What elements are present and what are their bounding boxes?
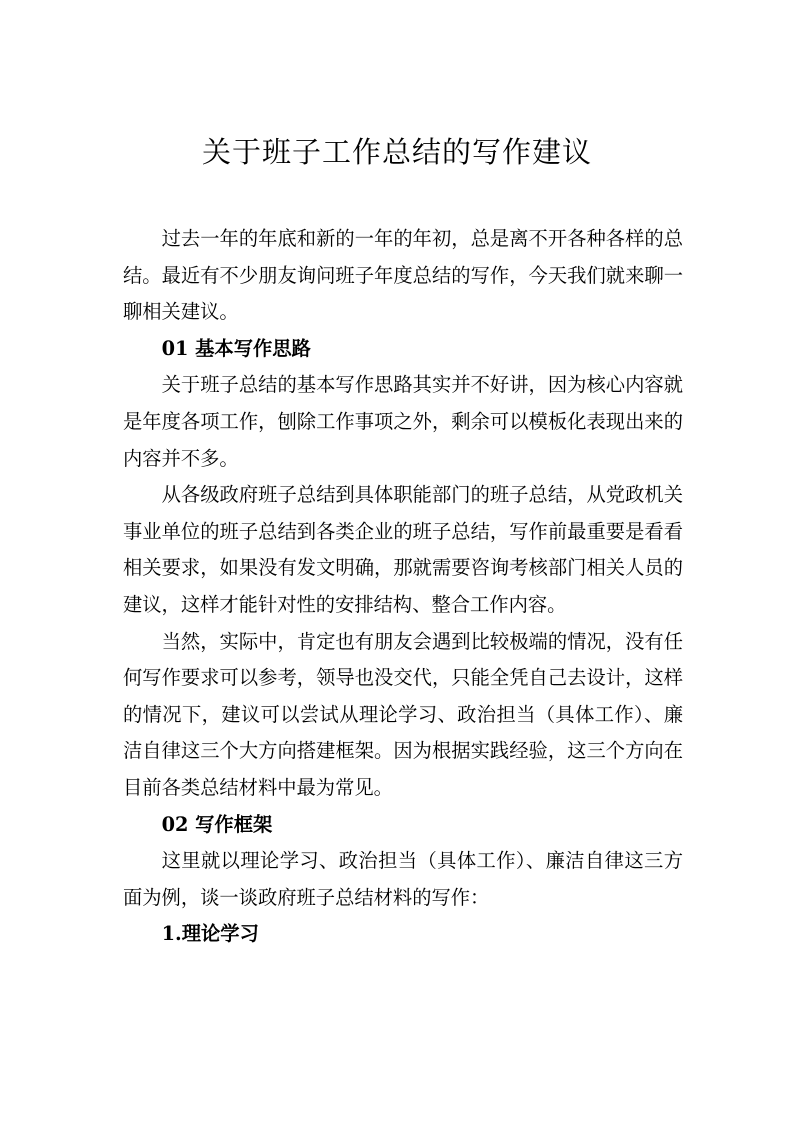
body-paragraph: 当然，实际中，肯定也有朋友会遇到比较极端的情况，没有任何写作要求可以参考，领导也没交代，只能全凭自己去设计，这样的情况下，建议可以尝试从理论学习、政治担当（具体工作）、廉洁自律这三个大方向搭建框架。因为根据实践经验，这三个方向在目前各类总结材料中最为常见。: [123, 629, 683, 799]
document-title: 关于班子工作总结的写作建议: [201, 135, 592, 169]
document-body: [123, 221, 683, 953]
section-heading-basic-approach: 01 基本写作思路: [161, 336, 311, 360]
subsection-heading-theory-study: 1.理论学习: [161, 922, 259, 946]
body-paragraph: 关于班子总结的基本写作思路其实并不好讲，因为核心内容就是年度各项工作，刨除工作事项之外，剩余可以模板化表现出来的内容并不多。: [123, 373, 683, 470]
section-heading-framework: 02 写作框架: [161, 812, 273, 836]
body-paragraph: 这里就以理论学习、政治担当（具体工作）、廉洁自律这三方面为例，谈一谈政府班子总结材料的写作：: [123, 849, 683, 909]
body-paragraph: 从各级政府班子总结到具体职能部门的班子总结，从党政机关事业单位的班子总结到各类企业的班子总结，写作前最重要是看看相关要求，如果没有发文明确，那就需要咨询考核部门相关人员的建议，这样才能针对性的安排结构、整合工作内容。: [123, 483, 683, 616]
intro-paragraph: 过去一年的年底和新的一年的年初，总是离不开各种各样的总结。最近有不少朋友询问班子年度总结的写作，今天我们就来聊一聊相关建议。: [123, 227, 683, 324]
